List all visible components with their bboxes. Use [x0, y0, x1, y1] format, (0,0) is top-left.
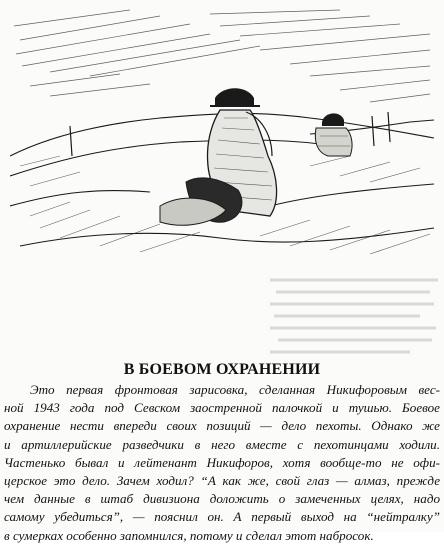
caption-line: и артиллерийские разведчики в него вместе с пехотинцами ходили. [4, 436, 440, 452]
caption-line: Частенько бывал и лейтенант Никифоров, хотя вообще-то не офи- [4, 454, 440, 470]
bleed-through-text [270, 272, 438, 364]
bleed-through-lines [270, 272, 438, 364]
caption-line: Это первая фронтовая зарисовка, сделанная Никифоровым вес- [30, 382, 440, 397]
trench-sketch-illustration [10, 6, 434, 270]
soldier-figure [160, 88, 277, 225]
caption-line: ной 1943 года под Севском заостренной палочкой и тушью. Боевое [4, 400, 440, 416]
caption-line: чем данные в штаб дивизиона доложить о замеченных целях, надо [4, 491, 440, 507]
sky-hatching [14, 10, 430, 102]
caption-line: в сумерках особенно запомнился, потому и сделал этот набросок. [4, 527, 374, 543]
sketch-drawing [10, 6, 434, 270]
caption-line: охранение нести впереди своих позиций — дело пехоты. Однако же [4, 418, 440, 434]
article-caption [4, 381, 440, 545]
caption-line: церское это дело. Зачем ходил? “А как же, свой глаз — алмаз, прежде [4, 473, 440, 489]
caption-line: самому убедиться”, — пояснил он. А первый выход на “нейтралку” [4, 509, 440, 525]
article-title: В БОЕВОМ ОХРАНЕНИИ [123, 361, 321, 378]
